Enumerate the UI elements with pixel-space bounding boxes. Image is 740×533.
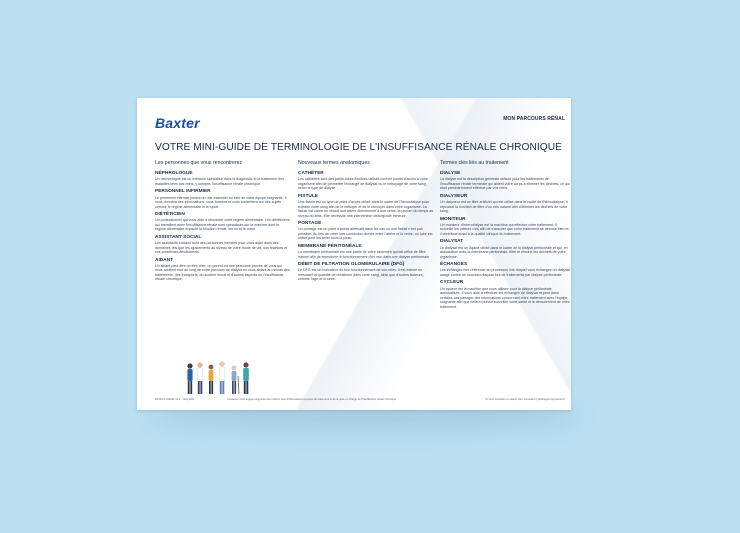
term-title: DIÉTÉTICIEN	[155, 212, 185, 218]
person-figure-5	[232, 366, 239, 394]
person-figure-4	[219, 361, 225, 394]
term-title: PERSONNEL INFIRMIER	[155, 189, 211, 195]
term-title: CATHÉTER	[298, 171, 324, 176]
term-definition: Les assistants sociaux sont des personnes formées pour vous aider dans des domaines tels que les ajustements au niveau de votre mode de vie, vos finances et vos problèmes émotionnels.	[155, 241, 288, 255]
term-definition: La dialyse est la description générale utilisée pour les traitements de l'insuffisance rénale terminale qui aident votre corps à éliminer les déchets, ce qui était précédemment effectué par vos reins.	[440, 177, 570, 191]
term-title: FISTULE	[298, 193, 318, 199]
person-figure-1	[187, 363, 192, 394]
term-definition: Le dialysat est un liquide utilisé dans le cadre de la dialyse péritonéale et qui, en association avec la membrane péritonéale, filtre et élimine les déchets de votre organisme.	[440, 245, 568, 259]
term-definition: Une fistule est un type de point d'accès utilisé dans le cadre de l'hémodialyse pour extraire votre sang afin de le nettoyer et de le renvoyer dans votre organisme. La fistule est créée en reliant une artère directement à une veine, la plupart du temps au niveau du bras. Elle nécessite une intervention chirurgicale mineure.	[298, 200, 434, 218]
person-figure-3	[209, 365, 214, 394]
term-title: MONITEUR	[440, 216, 466, 222]
term-title: PONTAGE	[298, 221, 322, 227]
page-title: VOTRE MINI-GUIDE DE TERMINOLOGIE DE L'INSUFFISANCE RÉNALE CHRONIQUE	[155, 142, 562, 153]
term-definition: Un néphrologue est un médecin spécialisé dans le diagnostic et le traitement des maladies liées aux reins, y compris l'insuffisance rénale chronique.	[155, 177, 285, 186]
column-treatment	[440, 160, 570, 309]
term-title: ASSISTANT SOCIAL	[155, 234, 202, 240]
term-title: AIDANT	[155, 257, 174, 263]
column-people	[155, 160, 290, 282]
term-title: DIALYSE	[440, 171, 461, 176]
term-title: ÉCHANGES	[440, 262, 468, 268]
term-definition: Le DFG est un indicateur du bon fonctionnement de vos reins. Il est estimé en mesurant la quantité de créatinine dans votre sang, ainsi que d'autres facteurs, comme l'âge et le sexe.	[298, 268, 424, 282]
person-figure-6	[243, 362, 249, 394]
term-title: CYCLEUR	[440, 280, 464, 286]
term-definition: Le personnel infirmier jouera un rôle essentiel au sein de votre équipe soignante. Il vous donnera des informations, vous formera et vous conseillera sur des sujets comme le régime alimentaire et le sport.	[155, 195, 287, 209]
term-definition: Les cathéters sont des petits tubes flexibles utilisés comme points d'accès à votre organisme afin de permettre l'échange de dialysat ou le nettoyage de votre sang, selon le type de dialyse.	[298, 177, 428, 191]
term-definition: La membrane péritonéale est une partie de votre abdomen qui fait office de filtre naturel afin de reproduire le fonctionnement d'un rein dans une dialyse péritonéale.	[298, 250, 430, 259]
term-title: DIALYSEUR	[440, 193, 468, 199]
term-title: MEMBRANE PÉRITONÉALE	[298, 243, 362, 249]
person-figure-2	[197, 362, 203, 394]
document-sheet	[137, 98, 571, 410]
term-definition: Un aidant peut être un être cher, un parent ou une personne proche de vous qui vous soutient tout au long de votre parcours de dialyse en vous aidant au niveau des traitements, des transports, du soutien moral et d'autres aspects de l'insuffisance rénale chronique.	[155, 263, 290, 282]
term-definition: Un pontage est un point d'accès alternatif dans les cas où une fistule n'est pas possible. Au lieu de créer une connexion directe entre l'artère et la veine, un tube est utilisé pour les relier sous la peau.	[298, 227, 433, 241]
term-title: NÉPHROLOGUE	[155, 171, 193, 176]
footer-note: Contactez votre équipe soignante pour obtenir plus d'informations à propos du traitement et de la prise en charge de l'insuffisance rénale chronique.	[227, 398, 397, 401]
series-label: MON PARCOURS RÉNAL	[503, 116, 565, 122]
column-heading: Les personnes que vous rencontrerez	[155, 160, 243, 166]
term-definition: Les échanges font référence au processus lors duquel vous échangez un dialysat usagé contre un nouveau dialysat lors de traitements par dialyse péritonéale.	[440, 268, 570, 277]
baxter-logo: Baxter	[155, 115, 200, 131]
term-definition: Un dialyseur est un filtre artificiel qui est utilisé dans le cadre de l'hémodialyse. Il reproduit la fonction de filtre d'un rein naturel afin d'éliminer les déchets de votre sang.	[440, 200, 568, 214]
column-anatomy	[298, 160, 434, 282]
term-definition: Un cycleur est la machine que vous utilisez pour la dialyse péritonéale automatisée. Il vous aide à effectuer les échanges de dialysat et peut dans certains cas partager des informations concernant votre traitement avec l'équipe soignante afin que celle-ci puisse surveiller votre santé et le déroulement de votre traitement.	[440, 286, 570, 309]
term-title: DÉBIT DE FILTRATION GLOMÉRULAIRE (DFG)	[298, 262, 405, 268]
column-heading: Nouveaux termes anatomiques	[298, 160, 370, 166]
footer-link: Si vous souhaitez en savoir plus, consultez mykidneyjourney.baxter.fr	[485, 398, 565, 401]
term-definition: Un professionnel qui vous aide à structurer votre régime alimentaire. Les diététiciens qui travaillent avec l'insuffisance rénale sont spécialisés sur la manière dont le régime alimentaire impacte la fonction rénale, les os et le cœur.	[155, 218, 290, 232]
people-illustration	[184, 352, 264, 397]
term-definition: Un moniteur d'hémodialyse est la machine qui effectue votre traitement. Il surveille les valeurs clés afin de s'assurer que votre traitement se déroule bien et il contribue aussi à la qualité clinique du traitement.	[440, 222, 569, 236]
term-title: DIALYSAT	[440, 239, 464, 245]
footer-reference: FR-RCO-230021 v3.1 – May 2021	[155, 398, 195, 401]
column-heading: Termes clés liés au traitement	[440, 160, 509, 166]
